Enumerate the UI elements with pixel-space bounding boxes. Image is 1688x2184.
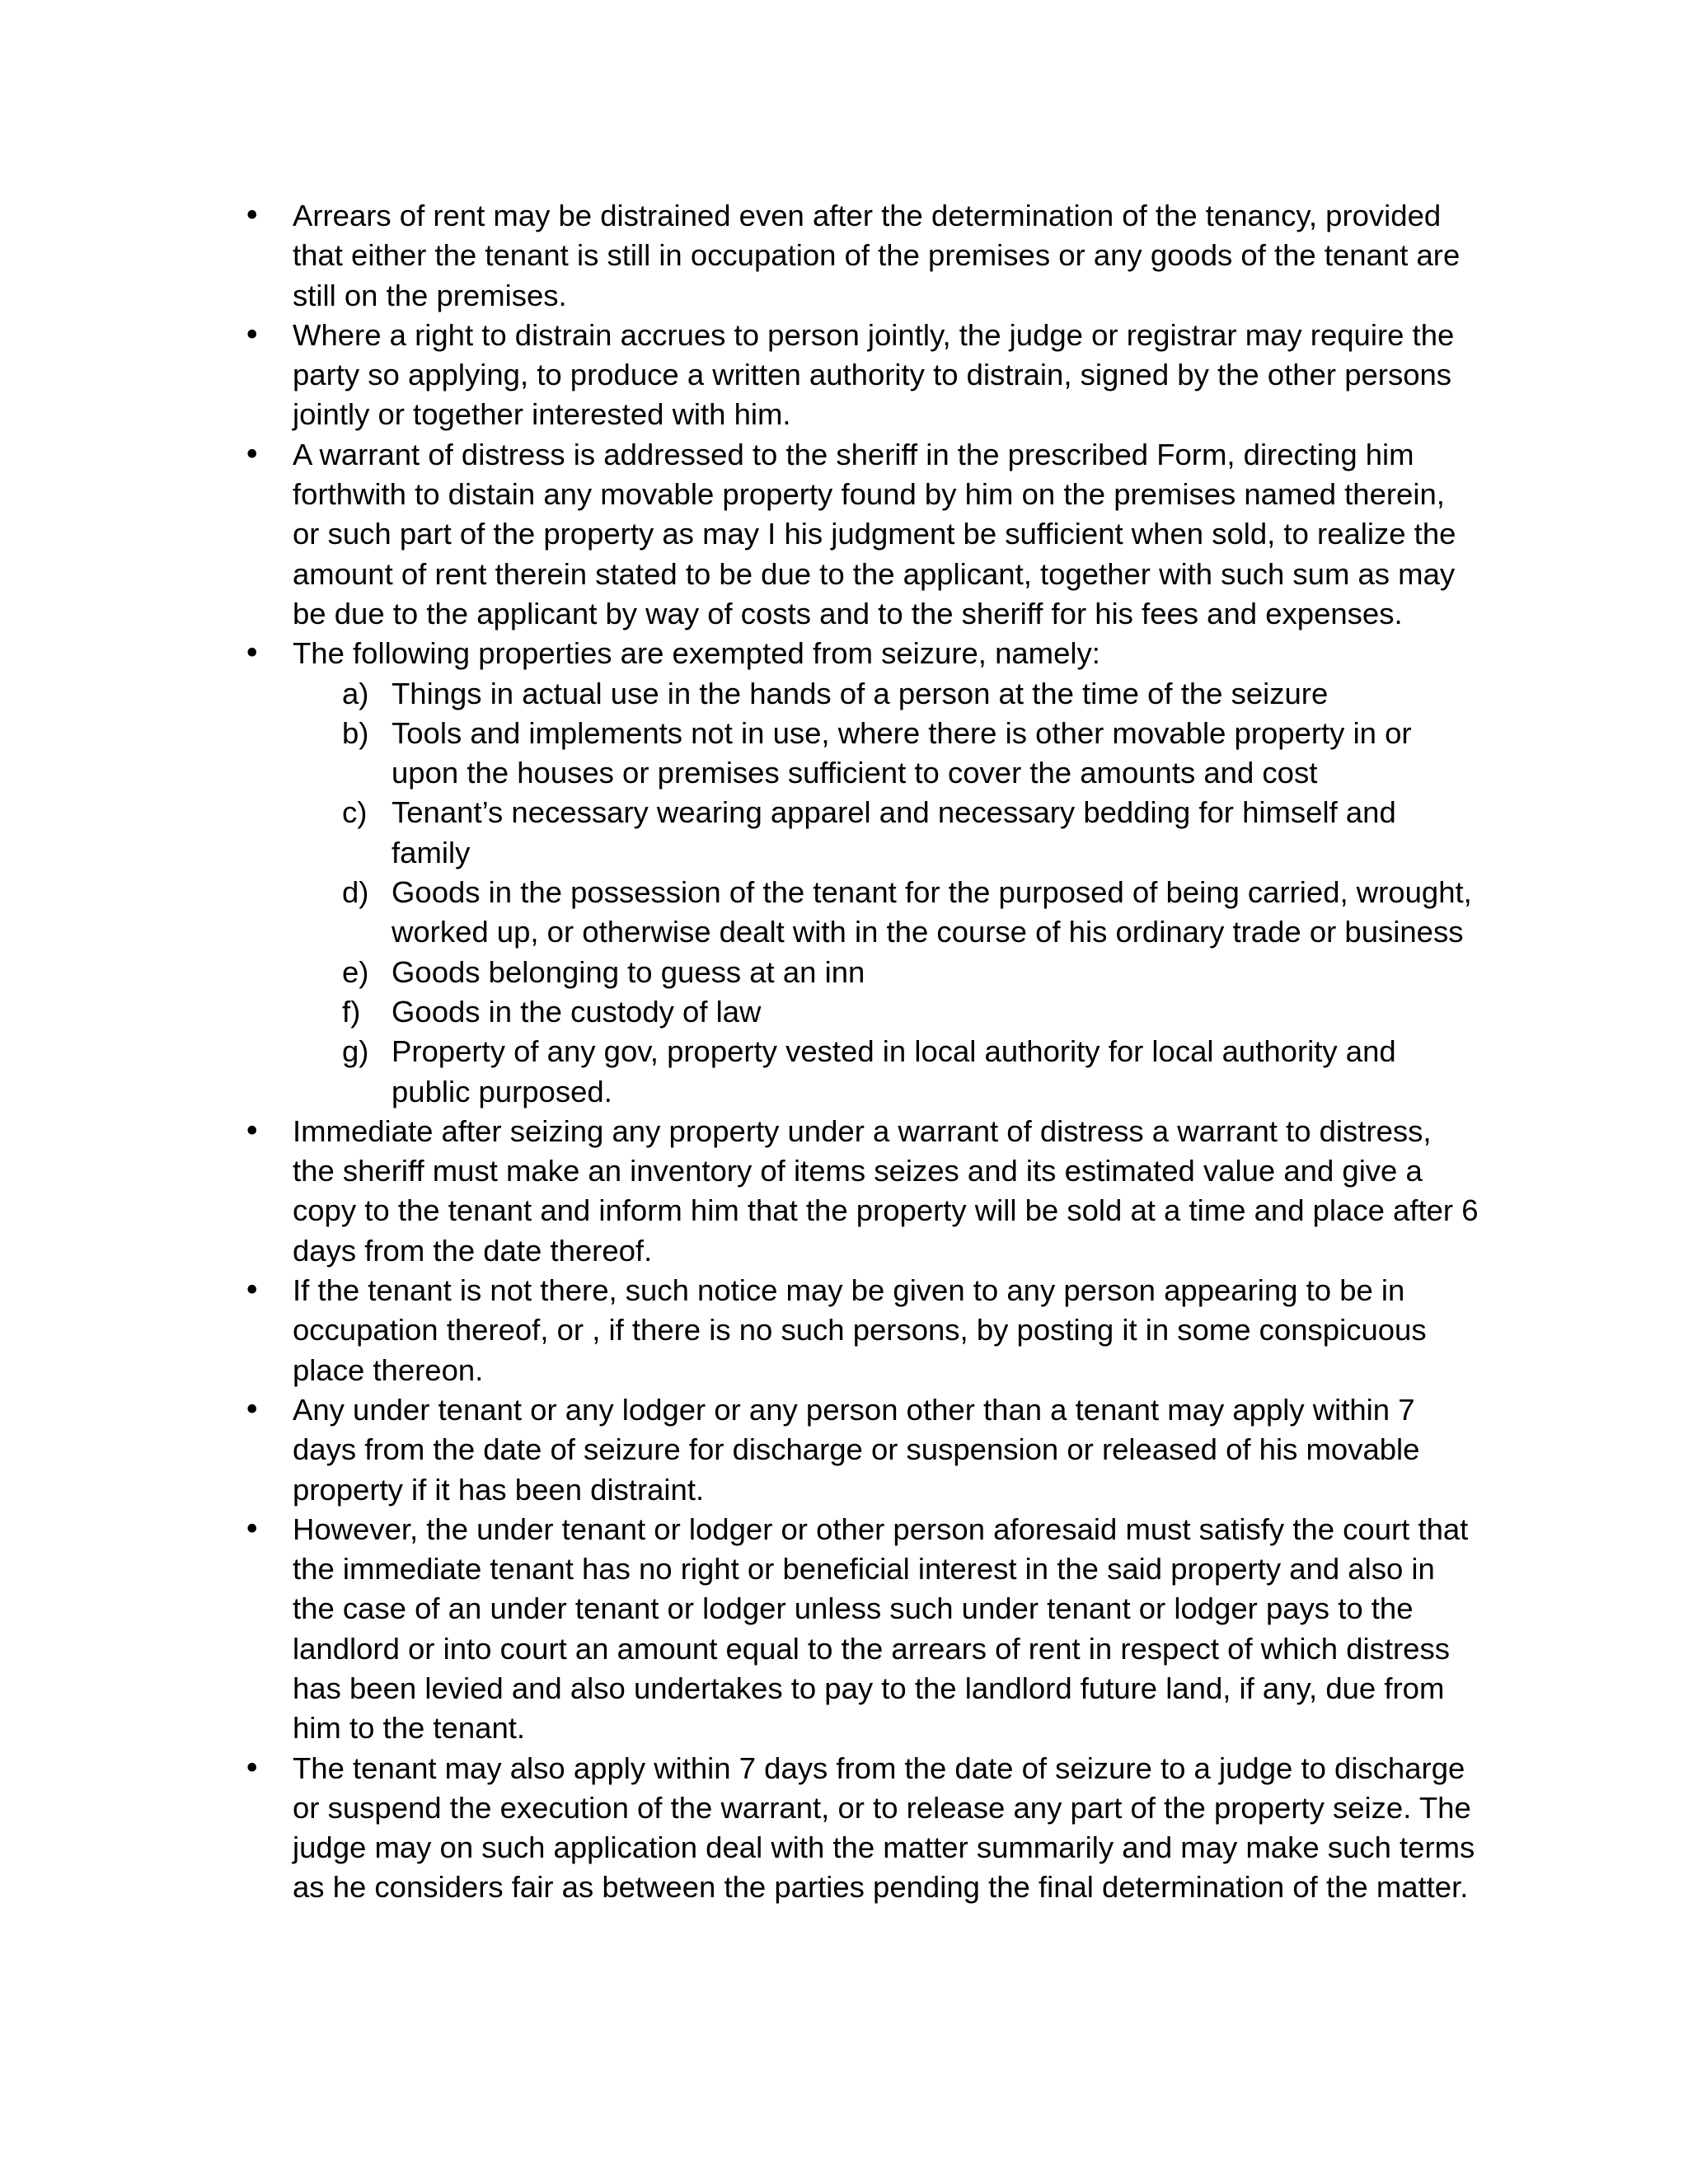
bullet-icon bbox=[243, 1510, 260, 1549]
exemption-text: Property of any gov, property vested in local authority for local authority and public purposed. bbox=[392, 1034, 1396, 1108]
exemption-text: Goods in the custody of law bbox=[392, 994, 762, 1029]
bullet-icon bbox=[243, 435, 260, 475]
bullet-icon bbox=[243, 1112, 260, 1151]
exemption-item bbox=[342, 1032, 1479, 1112]
bullet-item bbox=[293, 1390, 1479, 1510]
bullet-item bbox=[293, 1271, 1479, 1390]
list-marker: c) bbox=[342, 795, 368, 830]
bullet-item bbox=[293, 1510, 1479, 1749]
bullet-text: The following properties are exempted from seizure, namely: bbox=[293, 636, 1100, 671]
bullet-text: Any under tenant or any lodger or any person other than a tenant may apply within 7 days from the date of seizure for discharge or suspension or released of his movable property if it has been distraint. bbox=[293, 1392, 1420, 1507]
bullet-item bbox=[293, 1112, 1479, 1271]
list-marker: g) bbox=[342, 1034, 369, 1069]
bullet-text: A warrant of distress is addressed to the sheriff in the prescribed Form, directing him forthwith to distain any movable property found by him on the premises named therein, or such part of the property as may I his judgment be sufficient when sold, to realize the amount of rent therein stated to be due to the applicant, together with such sum as may be due to the applicant by way of costs and to the sheriff for his fees and expenses. bbox=[293, 437, 1456, 630]
bullet-item bbox=[293, 634, 1479, 1112]
list-marker: b) bbox=[342, 715, 369, 750]
bullet-icon bbox=[243, 1390, 260, 1430]
list-marker: d) bbox=[342, 875, 369, 910]
bullet-text: Where a right to distrain accrues to person jointly, the judge or registrar may require the party so applying, to produce a written authority to distrain, signed by the other persons jointly or together interested with him. bbox=[293, 317, 1455, 432]
document-body bbox=[293, 196, 1479, 1908]
exemption-item bbox=[342, 953, 1479, 992]
list-marker: a) bbox=[342, 676, 369, 710]
exemption-text: Things in actual use in the hands of a person at the time of the seizure bbox=[392, 676, 1329, 710]
bullet-item bbox=[293, 1749, 1479, 1908]
bullet-icon bbox=[243, 1271, 260, 1310]
bullet-list bbox=[293, 196, 1479, 1908]
exemption-item bbox=[342, 992, 1479, 1032]
bullet-text: Immediate after seizing any property under a warrant of distress a warrant to distress, the sheriff must make an inventory of items seizes and its estimated value and give a copy to the tenant and inform him that the property will be sold at a time and place after 6 days from the date thereof. bbox=[293, 1113, 1479, 1268]
exemption-text: Goods belonging to guess at an inn bbox=[392, 954, 865, 989]
bullet-text: Arrears of rent may be distrained even after the determination of the tenancy, provided that either the tenant is still in occupation of the premises or any goods of the tenant are still on the premises. bbox=[293, 199, 1461, 312]
list-marker: f) bbox=[342, 994, 361, 1029]
bullet-text: However, the under tenant or lodger or other person aforesaid must satisfy the court that the immediate tenant has no right or beneficial interest in the said property and also in the case of an under tenant or lodger unless such under tenant or lodger pays to the landlord or into court an amount equal to the arrears of rent in respect of which distress has been levied and also undertakes to pay to the landlord future land, if any, due from him to the tenant. bbox=[293, 1511, 1469, 1746]
exemption-item bbox=[342, 674, 1479, 714]
exemption-text: Tools and implements not in use, where there is other movable property in or upon the houses or premises sufficient to cover the amounts and cost bbox=[392, 715, 1412, 790]
bullet-item bbox=[293, 316, 1479, 435]
exemption-text: Tenant’s necessary wearing apparel and necessary bedding for himself and family bbox=[392, 795, 1396, 869]
bullet-text: If the tenant is not there, such notice may be given to any person appearing to be in occupation thereof, or , if there is no such persons, by posting it in some conspicuous place thereon. bbox=[293, 1273, 1427, 1387]
bullet-item bbox=[293, 435, 1479, 634]
exemption-list bbox=[293, 674, 1479, 1112]
bullet-icon bbox=[243, 316, 260, 355]
bullet-icon bbox=[243, 634, 260, 673]
bullet-icon bbox=[243, 196, 260, 236]
exemption-item bbox=[342, 793, 1479, 873]
bullet-text: The tenant may also apply within 7 days from the date of seizure to a judge to discharge or suspend the execution of the warrant, or to release any part of the property seize. The judge may on such application deal with the matter summarily and may make such terms as he considers fair as between the parties pending the final determination of the matter. bbox=[293, 1750, 1475, 1905]
exemption-text: Goods in the possession of the tenant for the purposed of being carried, wrought, worked up, or otherwise dealt with in the course of his ordinary trade or business bbox=[392, 875, 1472, 949]
bullet-icon bbox=[243, 1749, 260, 1788]
list-marker: e) bbox=[342, 954, 369, 989]
bullet-item bbox=[293, 196, 1479, 316]
exemption-item bbox=[342, 873, 1479, 953]
exemption-item bbox=[342, 714, 1479, 794]
